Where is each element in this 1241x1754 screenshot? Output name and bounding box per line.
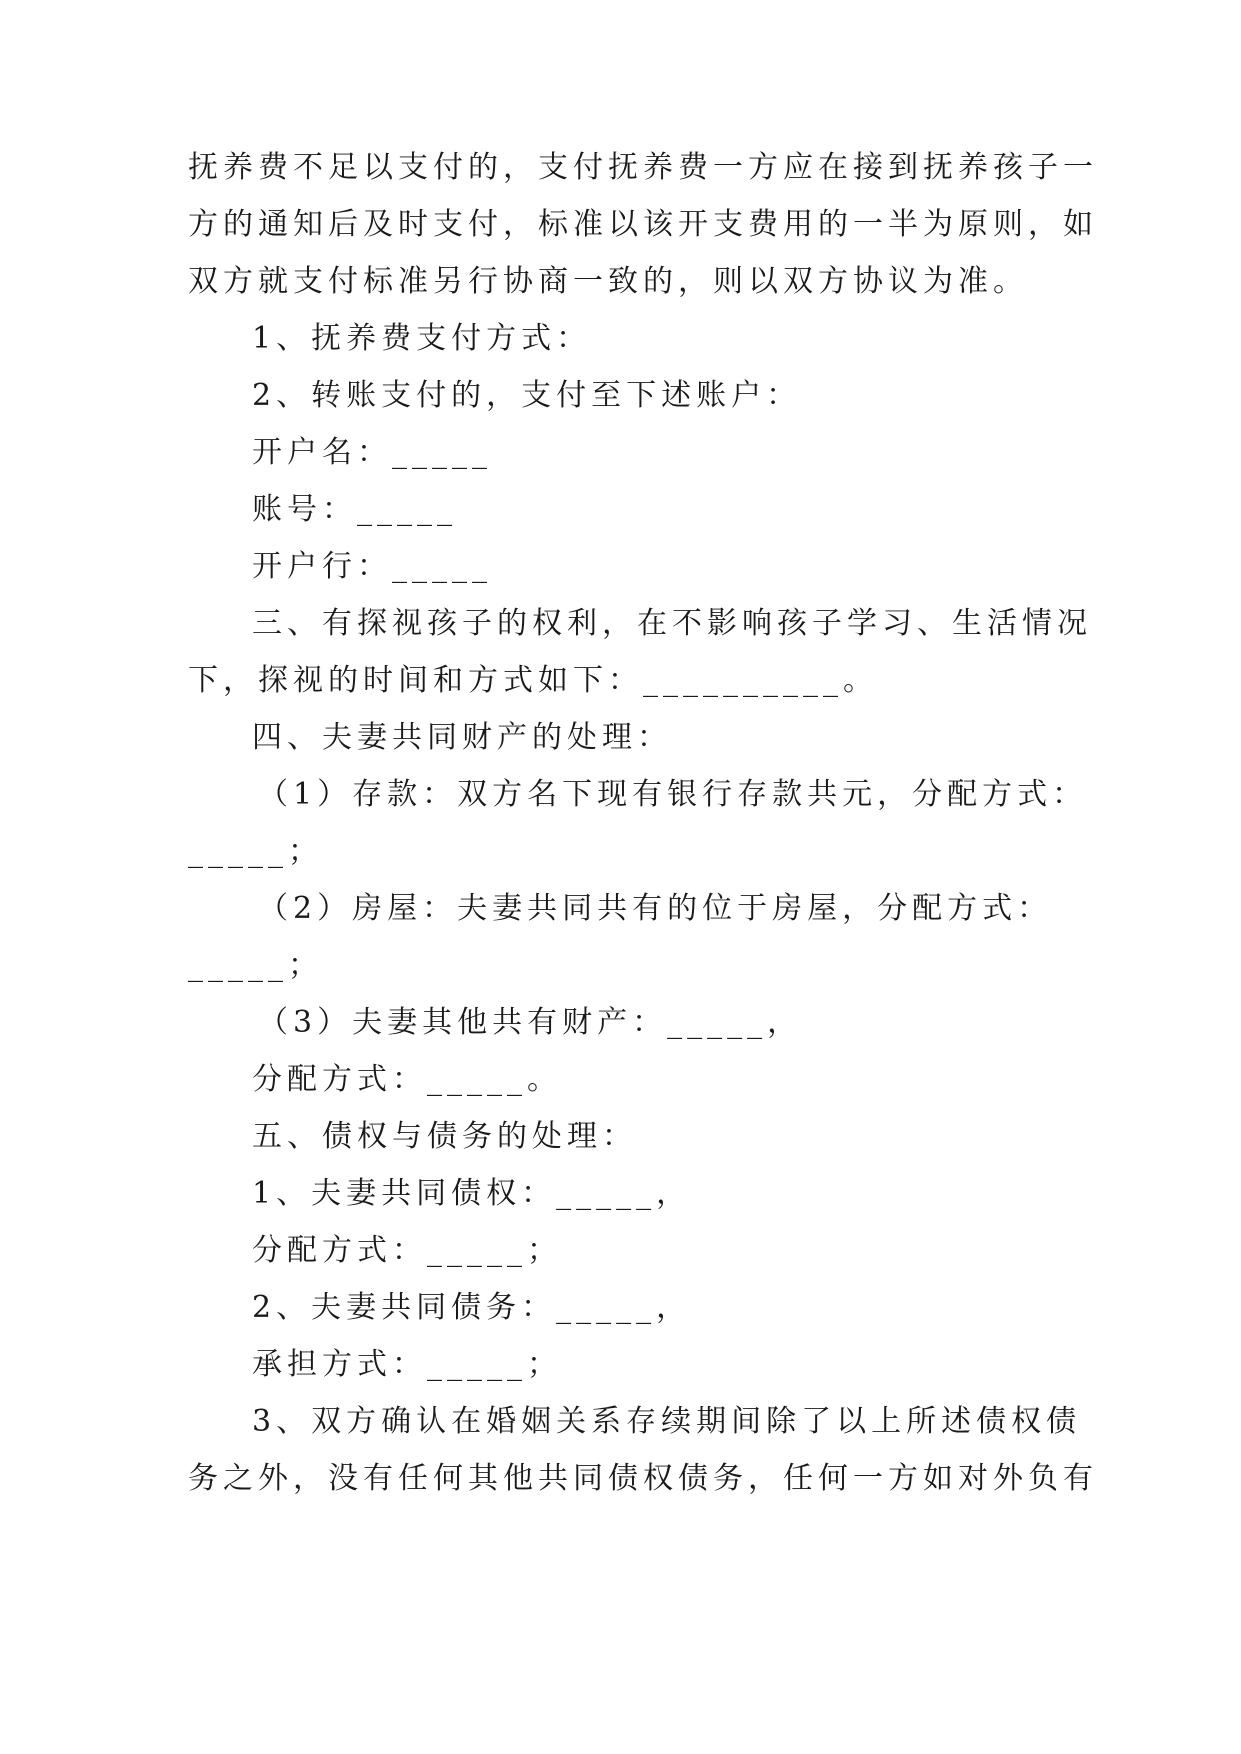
text-line: 三、有探视孩子的权利，在不影响孩子学习、生活情况 [252,606,1092,641]
text-line: 开户行：_____ [252,549,492,584]
text-line: 分配方式：_____； [252,1233,562,1268]
text-line: 账号：_____ [252,492,457,527]
text-line: 2、转账支付的，支付至下述账户： [252,378,802,413]
text-line: _____； [188,948,323,983]
text-line: 承担方式：_____； [252,1347,562,1382]
text-line: 1、夫妻共同债权：_____， [252,1176,692,1211]
text-line: 五、债权与债务的处理： [252,1119,637,1154]
text-line: 下，探视的时间和方式如下：__________。 [188,663,878,698]
text-line: 四、夫妻共同财产的处理： [252,720,672,755]
text-line: （2）房屋：夫妻共同共有的位于房屋，分配方式： [258,891,1053,926]
text-line: （3）夫妻其他共有财产：_____， [258,1005,803,1040]
text-line: （1）存款：双方名下现有银行存款共元，分配方式： [258,777,1088,812]
text-line: 双方就支付标准另行协商一致的，则以双方协议为准。 [188,264,1028,299]
text-line: 抚养费不足以支付的，支付抚养费一方应在接到抚养孩子一 [188,150,1098,185]
text-line: 2、夫妻共同债务：_____， [252,1290,692,1325]
text-line: 3、双方确认在婚姻关系存续期间除了以上所述债权债 [252,1404,1082,1439]
text-line: 分配方式：_____。 [252,1062,562,1097]
text-line: 方的通知后及时支付，标准以该开支费用的一半为原则，如 [188,207,1098,242]
text-line: 1、抚养费支付方式： [252,321,592,356]
text-line: 开户名：_____ [252,435,492,470]
text-line: _____； [188,834,323,869]
text-line: 务之外，没有任何其他共同债权债务，任何一方如对外负有 [188,1461,1098,1496]
